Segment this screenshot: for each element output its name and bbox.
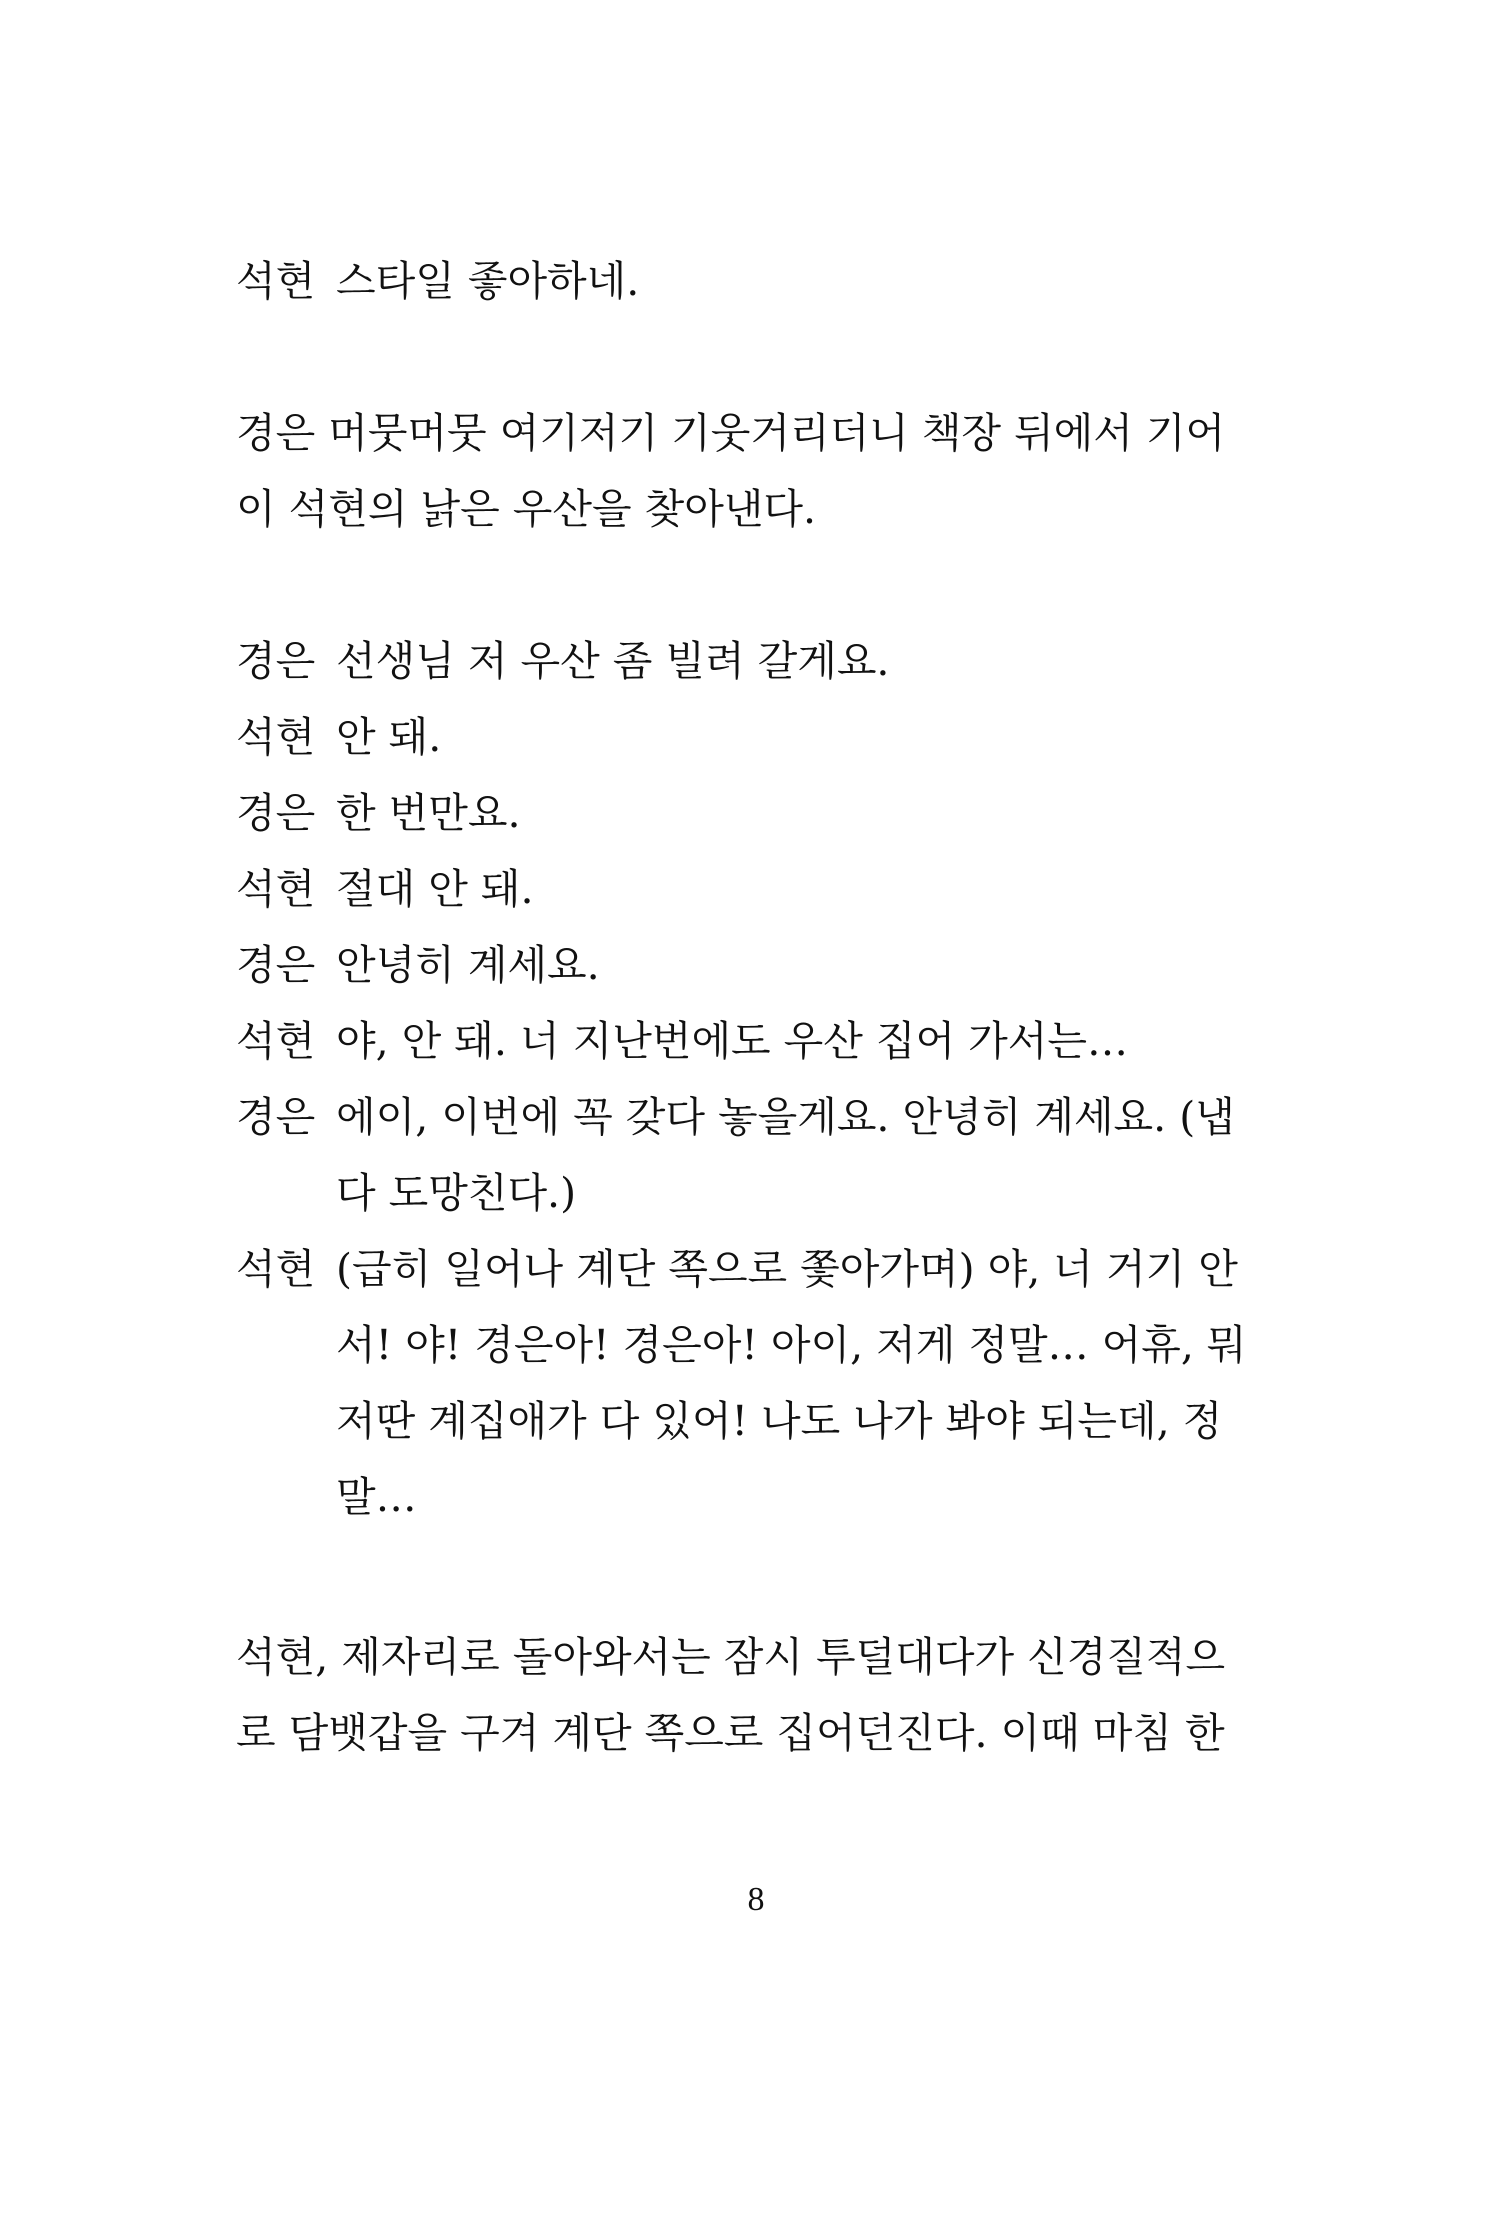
speaker-name: 경은: [236, 1093, 316, 1141]
dialogue-text: [336, 927, 1176, 1003]
speaker-name: 경은: [236, 789, 316, 837]
speaker-name: 경은: [236, 637, 316, 685]
speaker-name: 석현: [236, 865, 316, 913]
page-number: 8: [747, 1881, 765, 1918]
dialogue-text: [336, 775, 1176, 851]
dialogue-line: [236, 927, 1176, 1003]
stage-direction: [236, 395, 1226, 547]
text-line: 절대 안 돼.: [336, 865, 534, 913]
dialogue-line: [236, 1231, 1247, 1535]
dialogue-text: [336, 1079, 1235, 1231]
text-line: 말…: [336, 1473, 417, 1521]
dialogue-text: [336, 623, 1176, 699]
text-line: 스타일 좋아하네.: [336, 257, 640, 305]
text-line: 서! 야! 경은아! 경은아! 아이, 저게 정말… 어휴, 뭐: [336, 1321, 1247, 1369]
text-line: 선생님 저 우산 좀 빌려 갈게요.: [336, 637, 890, 685]
dialogue-line: [236, 1079, 1235, 1231]
text-line: 한 번만요.: [336, 789, 521, 837]
text-line: 경은 머뭇머뭇 여기저기 기웃거리더니 책장 뒤에서 기어: [236, 409, 1226, 457]
dialogue-text: [336, 1231, 1247, 1535]
speaker-name: 경은: [236, 941, 316, 989]
text-line: 야, 안 돼. 너 지난번에도 우산 집어 가서는…: [336, 1017, 1128, 1065]
dialogue-block: [236, 243, 1176, 319]
text-line: 에이, 이번에 꼭 갖다 놓을게요. 안녕히 계세요. (냅: [336, 1093, 1235, 1141]
dialogue-line: [236, 243, 1176, 319]
speaker-name: 석현: [236, 713, 316, 761]
dialogue-block: [236, 623, 1247, 1535]
dialogue-line: [236, 851, 1176, 927]
text-line: 석현, 제자리로 돌아와서는 잠시 투덜대다가 신경질적으: [236, 1633, 1226, 1681]
text-line: 저딴 계집애가 다 있어! 나도 나가 봐야 되는데, 정: [336, 1397, 1223, 1445]
speaker-name: 석현: [236, 1017, 316, 1065]
dialogue-line: [236, 1003, 1176, 1079]
stage-direction: [236, 1619, 1226, 1771]
dialogue-line: [236, 699, 1176, 775]
dialogue-text: [336, 1003, 1176, 1079]
speaker-name: 석현: [236, 1245, 316, 1293]
text-line: 안 돼.: [336, 713, 442, 761]
dialogue-text: [336, 699, 1176, 775]
text-line: 안녕히 계세요.: [336, 941, 600, 989]
speaker-name: 석현: [236, 257, 316, 305]
text-line: 로 담뱃갑을 구겨 계단 쪽으로 집어던진다. 이때 마침 한: [236, 1709, 1225, 1757]
text-line: (급히 일어나 계단 쪽으로 쫓아가며) 야, 너 거기 안: [336, 1245, 1238, 1293]
dialogue-text: [336, 851, 1176, 927]
dialogue-line: [236, 623, 1176, 699]
text-line: 다 도망친다.): [336, 1169, 577, 1217]
text-line: 이 석현의 낡은 우산을 찾아낸다.: [236, 485, 817, 533]
dialogue-line: [236, 775, 1176, 851]
dialogue-text: [336, 243, 1176, 319]
